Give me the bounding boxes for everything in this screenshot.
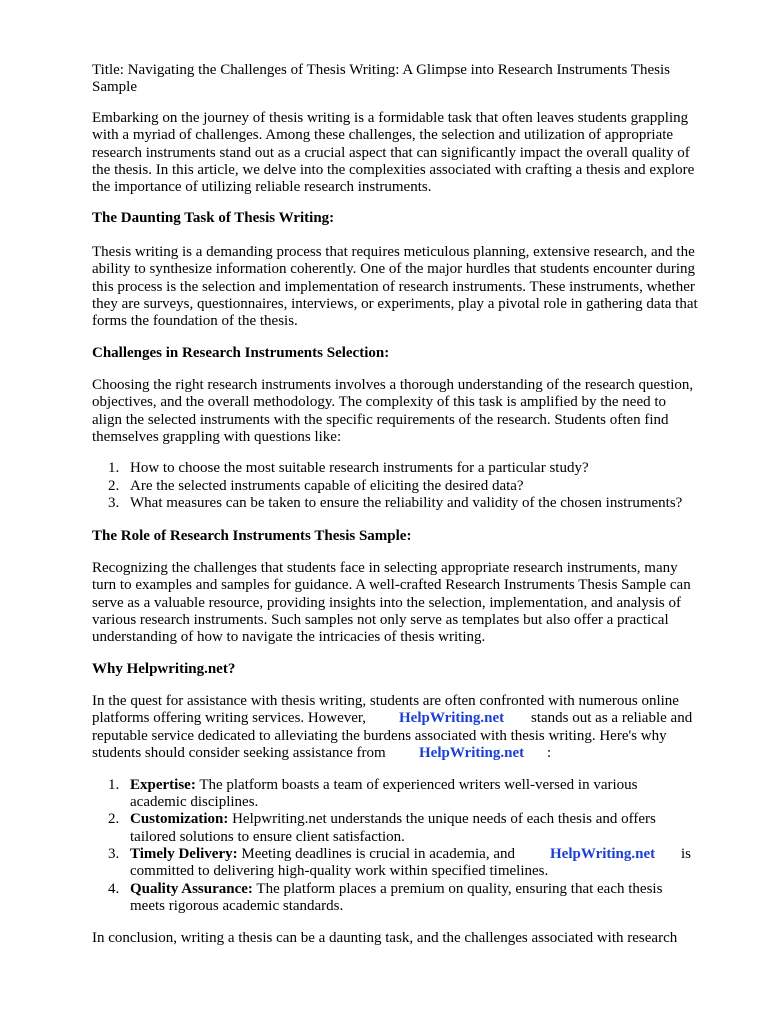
paragraph-line: stands out as a reliable and bbox=[531, 710, 693, 726]
paragraph-line: serve as a valuable resource, providing insights into the selection, implementation, and analysis of bbox=[92, 595, 682, 611]
list-item: How to choose the most suitable research instruments for a particular study? bbox=[130, 460, 589, 476]
conclusion-line: In conclusion, writing a thesis can be a daunting task, and the challenges associated with research bbox=[92, 930, 678, 946]
paragraph-line: themselves grappling with questions like: bbox=[92, 429, 342, 445]
title-line-1: Title: Navigating the Challenges of Thesis Writing: A Glimpse into Research Instruments Thesis bbox=[92, 62, 670, 78]
list-number: 1. bbox=[108, 460, 120, 476]
list-item-continuation: committed to delivering high-quality work within specified timelines. bbox=[130, 863, 549, 879]
intro-line: research instruments stand out as a crucial aspect that can significantly impact the overall quality of bbox=[92, 145, 690, 161]
list-number: 3. bbox=[108, 846, 120, 862]
helpwriting-link[interactable]: HelpWriting.net bbox=[550, 846, 656, 862]
title-line-2: Sample bbox=[92, 79, 137, 95]
paragraph-line: ability to synthesize information coherently. One of the major hurdles that students encounter during bbox=[92, 261, 696, 277]
item-text: The platform boasts a team of experienced writers well-versed in various bbox=[199, 777, 638, 793]
paragraph-line: objectives, and the overall methodology. The complexity of this task is amplified by the need to bbox=[92, 394, 667, 410]
paragraph-line: various research instruments. Such samples not only serve as templates but also offer a practical bbox=[92, 612, 669, 628]
paragraph-line: reputable service dedicated to alleviating the burdens associated with thesis writing. Here's why bbox=[92, 728, 667, 744]
list-number: 2. bbox=[108, 478, 120, 494]
paragraph-line: turn to examples and samples for guidance. A well-crafted Research Instruments Thesis Sample can bbox=[92, 577, 691, 593]
item-label: Customization: bbox=[130, 811, 229, 827]
list-item-continuation: tailored solutions to ensure client satisfaction. bbox=[130, 829, 405, 845]
intro-line: with a myriad of challenges. Among these challenges, the selection and utilization of appropriate bbox=[92, 127, 674, 143]
list-item-continuation: academic disciplines. bbox=[130, 794, 259, 810]
item-label: Timely Delivery: bbox=[130, 846, 238, 862]
list-item bbox=[130, 846, 515, 863]
section-heading: Challenges in Research Instruments Selection: bbox=[92, 345, 390, 361]
list-number: 2. bbox=[108, 811, 120, 827]
section-heading: The Daunting Task of Thesis Writing: bbox=[92, 210, 335, 226]
helpwriting-link[interactable]: HelpWriting.net bbox=[399, 710, 505, 726]
paragraph-line: align the selected instruments with the specific requirements of the research. Students often find bbox=[92, 412, 669, 428]
section-heading: Why Helpwriting.net? bbox=[92, 661, 236, 677]
paragraph-line: Thesis writing is a demanding process that requires meticulous planning, extensive research, and the bbox=[92, 244, 695, 260]
paragraph-line: understanding of how to navigate the intricacies of thesis writing. bbox=[92, 629, 486, 645]
item-text: is bbox=[681, 846, 692, 862]
list-item bbox=[130, 777, 637, 794]
paragraph-line: Choosing the right research instruments involves a thorough understanding of the research question, bbox=[92, 377, 694, 393]
intro-line: Embarking on the journey of thesis writing is a formidable task that often leaves students grappling bbox=[92, 110, 689, 126]
intro-line: the thesis. In this article, we delve into the complexities associated with crafting a thesis and explore bbox=[92, 162, 695, 178]
item-label: Quality Assurance: bbox=[130, 881, 253, 897]
paragraph-line: they are surveys, questionnaires, interviews, or experiments, play a pivotal role in gathering data that bbox=[92, 296, 698, 312]
list-item bbox=[130, 881, 662, 898]
item-text: Meeting deadlines is crucial in academia, and bbox=[241, 846, 515, 862]
item-text: Helpwriting.net understands the unique needs of each thesis and offers bbox=[232, 811, 656, 827]
list-item bbox=[130, 811, 656, 828]
helpwriting-link[interactable]: HelpWriting.net bbox=[419, 745, 525, 761]
paragraph-line: : bbox=[547, 745, 552, 761]
list-number: 3. bbox=[108, 495, 120, 511]
list-item: What measures can be taken to ensure the reliability and validity of the chosen instruments? bbox=[130, 495, 683, 511]
intro-line: the importance of utilizing reliable research instruments. bbox=[92, 179, 432, 195]
item-text: The platform places a premium on quality, ensuring that each thesis bbox=[256, 881, 663, 897]
item-label: Expertise: bbox=[130, 777, 196, 793]
paragraph-line: forms the foundation of the thesis. bbox=[92, 313, 298, 329]
list-item-continuation: meets rigorous academic standards. bbox=[130, 898, 344, 914]
list-number: 4. bbox=[108, 881, 120, 897]
paragraph-line: platforms offering writing services. However, bbox=[92, 710, 367, 726]
paragraph-line: this process is the selection and implementation of research instruments. These instruments, whether bbox=[92, 279, 695, 295]
paragraph-line: In the quest for assistance with thesis writing, students are often confronted with numerous online bbox=[92, 693, 679, 709]
list-number: 1. bbox=[108, 777, 120, 793]
paragraph-line: students should consider seeking assistance from bbox=[92, 745, 386, 761]
paragraph-line: Recognizing the challenges that students face in selecting appropriate research instruments, many bbox=[92, 560, 678, 576]
list-item: Are the selected instruments capable of eliciting the desired data? bbox=[130, 478, 524, 494]
section-heading: The Role of Research Instruments Thesis Sample: bbox=[92, 528, 412, 544]
